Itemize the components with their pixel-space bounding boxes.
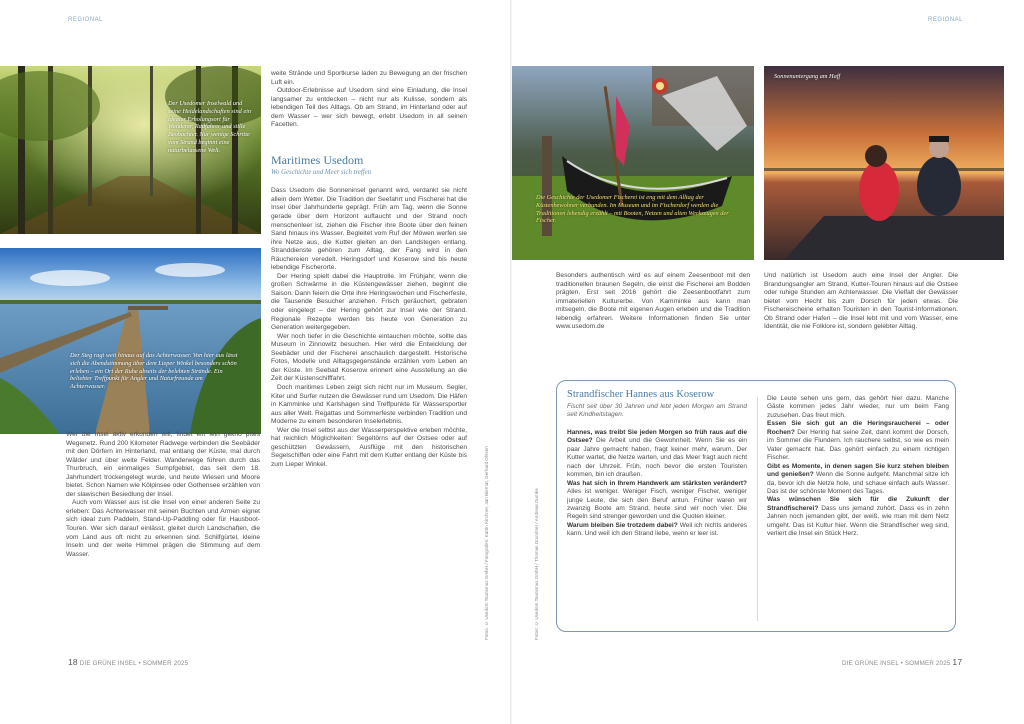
paragraph: Wer noch tiefer in die Geschichte eintauchen möchte, sollte das Museum in Zinnowitz besuchen. Hier wird die Entwicklung der Seebäder und der Fischerei anschaulich dargestellt. Historische Fotos, Modelle und Alltagsgegenstände erzählen vom Leben an der Küste. Im Seebad Koserow erinnert eine Ausstellung an die Zeit der Küstenschifffahrt.	[271, 332, 467, 383]
interview-question: Was wünschen Sie sich für die Zukunft der Strandfischerei?	[767, 496, 949, 512]
interview-answer: Alles ist weniger. Weniger Fisch, weniger Fischer, weniger junge Leute, die sich den Beruf antun. Früher waren wir zwanzig Boote am Strand, heute sind wir noch vier. Die Regeln sind strenger geworden und die Quoten kleiner.	[567, 488, 747, 521]
photo-credit: Fotos: © Usedom Tourismus GmbH / Thomas Grundner / Andreas Dumke	[534, 488, 539, 640]
jetty-photo	[0, 248, 261, 434]
interview-answer: Die Arbeit und die Gewohnheit. Wenn Sie es ein paar Jahre gemacht haben, fragt keiner mehr, warum. Der Kutter wartet, die Netze warten, und das Meer fragt auch nicht nach der Uhrzeit. Früh, noch bevor die ersten Touristen kommen, bin ich draußen.	[567, 437, 747, 479]
interview-box	[556, 380, 956, 632]
interview-answer: Der Hering hat seine Zeit, dann kommt der Dorsch, im Sommer die Flundern. Ich rauchere selbst, so wie es mein Vater gemacht hat. Das gehört einfach zu einem richtigen Fischer.	[767, 428, 949, 462]
forest-caption: Der Usedomer Inselwald und seine Heidelandschaften sind ein idealer Erholungsort für Wanderer, Radfahrer und stille Beobachter. Nur wenige Schritte vom Strand beginnt eine naturbelassene Welt.	[168, 100, 252, 154]
interview-right-column	[767, 395, 949, 625]
box-divider	[757, 397, 758, 621]
sunset-caption: Sonnenuntergang am Haff	[774, 73, 841, 80]
left-column-2	[271, 70, 467, 650]
jetty-caption: Der Steg ragt weit hinaus auf das Achterwasser. Von hier aus lässt sich die Abendstimmung über dem Lieper Winkel besonders schön erleben – ein Ort der Ruhe abseits der belebten Strände. Ein beliebter Treffpunkt für Angler und Naturfreunde am Achterwasser.	[70, 352, 238, 391]
paragraph: Besonders authentisch wird es auf einem Zeesenboot mit den traditionellen braunen Segeln, die einst die Fischerei am Bodden prägten. Erst seit 2016 gehört die Zeesenbootfahrt zum immateriellen Kulturerbe. Von Kamminke aus kann man mitsegeln, die Boote mit eigenen Augen erleben und die Tradition lebendig erfahren. Weitere Informationen finden Sie unter www.usedom.de	[556, 272, 750, 331]
footer-right	[842, 657, 962, 667]
paragraph: Dass Usedom die Sonneninsel genannt wird, verdankt sie nicht allein dem Wetter. Die Tradition der Seefahrt und Fischerei hat die Insel über Jahrhunderte geprägt. Früh am Tag, wenn die Sonne gerade über dem Horizont auftaucht und der Strand noch menschenleer ist, ziehen die Fischer ihre Boote über den feinen Sand hinaus ins Wasser. Begleitet vom Ruf der Möwen werfen sie ihre Netze aus, die Kutter gleiten an den Landstegen entlang. Stranddienste gehören zum Alltag, der Fang wird in den Räuchereien veredelt. Heringsdorf und Koserow sind bis heute lebendige Fischerorte.	[271, 187, 467, 272]
footer-text: DIE GRÜNE INSEL • SOMMER 2025	[79, 660, 189, 667]
sunset-photo	[764, 66, 1004, 260]
interview-question: Essen Sie sich gut an die Heringsraucherei – oder Rochen?	[767, 420, 949, 436]
paragraph: Outdoor-Erlebnisse auf Usedom sind eine Einladung, die Insel langsamer zu entdecken – nicht nur als Kulisse, sondern als lebendigen Teil des Alltags. Ob am Strand, im Hinterland oder auf dem Wasser – wer sich bewegt, erlebt Usedom in all seinen Facetten.	[271, 87, 467, 129]
page-number: 18	[68, 657, 78, 667]
interview-answer: Dass uns jemand zuhört. Dass es in zehn Jahren noch jemanden gibt, der weiß, wie man mit dem Netz umgeht. Das ist Kultur hier. Wenn die Strandfischer weg sind, verliert die Insel ein Stück Herz.	[767, 504, 949, 538]
interview-answer: Wenn die Sonne aufgeht. Manchmal sitze ich da, bevor ich die Netze hole, und schaue einfach aufs Wasser. Das ist der schönste Moment des Tages.	[767, 471, 949, 495]
photo-credit: Fotos: © Usedom Tourismus GmbH / Fotografen: Katrin Kirchner, Jan Biernat, Gerhard Ohlsen	[484, 446, 489, 640]
section-title: Maritimes Usedom	[271, 152, 364, 167]
boat-photo	[512, 66, 754, 260]
paragraph: Doch maritimes Leben zeigt sich nicht nur im Museum. Segler, Kiter und Surfer nutzen die Gewässer rund um Usedom. Die Häfen in Kamminke und Karlshagen sind Treffpunkte für Wassersportler aus aller Welt. Regattas und Sommerfeste verbinden Tradition und Moderne zu einem besonderen Inselerlebnis.	[271, 383, 467, 426]
page-number: 17	[952, 657, 963, 667]
interview-question: Warum bleiben Sie trotzdem dabei?	[567, 521, 678, 529]
section-tag: REGIONAL	[68, 17, 104, 23]
paragraph: weite Strände und Sportkurse laden zu Bewegung an der frischen Luft ein.	[271, 70, 467, 86]
footer-text: DIE GRÜNE INSEL • SOMMER 2025	[842, 660, 951, 667]
paragraph: Wer die Insel aktiv erkunden will, findet ein fein gekno pftes Wegenetz. Rund 200 Kilometer Radwege verbinden die Seebäder mit den Dörfern im Hinterland, mal entlang der Küste, mal durch Wälder und über weite Felder. Wanderwege führen durch das Thurbruch, ein einmaliges Sumpfgebiet, das seit dem 18. Jahrhundert trockengelegt wurde, und heute Wiesen und Moore bietet. Schon Namen wie Kölpinsee oder Gothensee erzählen von der slawischen Besiedlung der Insel.	[66, 431, 260, 498]
left-column-1	[66, 431, 260, 649]
section-tag: REGIONAL	[928, 17, 964, 23]
footer-left	[68, 657, 188, 667]
interview-question: Hannes, was treibt Sie jeden Morgen so früh raus auf die Ostsee?	[567, 428, 747, 445]
interview-left-column	[567, 389, 747, 625]
interview-question: Gibt es Momente, in denen sagen Sie kurz stehen bleiben und genießen?	[767, 462, 949, 479]
paragraph: Wer die Insel selbst aus der Wasserperspektive erleben möchte, hat reichlich Möglichkeiten: Segeltörns auf der Ostsee oder auf geschützten Gewässern, Ausflüge mit den historischen Segelschiffen oder eine Fahrt mit dem Kutter entlang der Küste bis zum Lieper Winkel.	[271, 426, 467, 468]
interview-answer: Die Leute sehen uns gern, das gehört hier dazu. Manche Gäste kommen jedes Jahr wieder, nur um beim Fang zuzusehen. Das freut mich.	[767, 395, 949, 419]
interview-answer: Weil ich nichts anderes kann. Und weil ich den Strand liebe, wenn er leer ist.	[567, 521, 747, 538]
boat-caption: Die Geschichte der Usedomer Fischerei ist eng mit dem Alltag der Küstenbewohner verbunden. Im Museum und im Fischerdorf werden die Traditionen lebendig erzählt – mit Booten, Netzen und alten Werkzeugen der Fischer.	[536, 194, 729, 225]
interview-question: Was hat sich in Ihrem Handwerk am stärksten verändert?	[567, 479, 747, 487]
right-column-2	[764, 272, 958, 372]
paragraph: Der Hering spielt dabei die Hauptrolle. Im Frühjahr, wenn die großen Schwärme in die Küstengewässer ziehen, beginnt die Saison. Dann feiern die Orte ihre Heringswochen und Fischerfeste, die Tausende Besucher anziehen. Frisch geräuchert, gebraten oder eingelegt – der Hering gehört zur Insel wie der Strand. Regionale Rezepte werden bis heute von Generation zu Generation weitergegeben.	[271, 272, 467, 332]
interview-intro: Fischt seit über 30 Jahren und lebt jeden Morgen am Strand seit Kindheitstagen.	[567, 403, 747, 419]
paragraph: Auch vom Wasser aus ist die Insel von einer anderen Seite zu erleben: Das Achterwasser mit seinen Buchten und Armen eignet sich ideal zum Paddeln, Stand-Up-Paddling oder für Hausboot-Touren. Wer sich darauf einlässt, gleitet durch Landschaften, die vom Land aus oft nicht zu erkennen sind. Schilfgürtel, kleine Inseln und der weite Himmel prägen die Stimmung auf dem Wasser.	[66, 499, 260, 558]
paragraph: Und natürlich ist Usedom auch eine Insel der Angler. Die Brandungsangler am Strand, Kutter-Touren hinaus auf die Ostsee oder ruhige Stunden am Achterwasser. Die Vielfalt der Gewässer bietet vom Hecht bis zum Dorsch für jeden etwas. Die Fischereischeine erhalten Touristen in den Tourist-Informationen. Ob Strand oder Hafen – die Insel lebt mit und vom Wasser, eine Identität, die nie Folklore ist, sondern gelebter Alltag.	[764, 272, 958, 331]
interview-title: Strandfischer Hannes aus Koserow	[567, 389, 715, 400]
right-column-1	[556, 272, 750, 372]
section-subtitle: Wo Geschichte und Meer sich treffen	[271, 168, 372, 176]
